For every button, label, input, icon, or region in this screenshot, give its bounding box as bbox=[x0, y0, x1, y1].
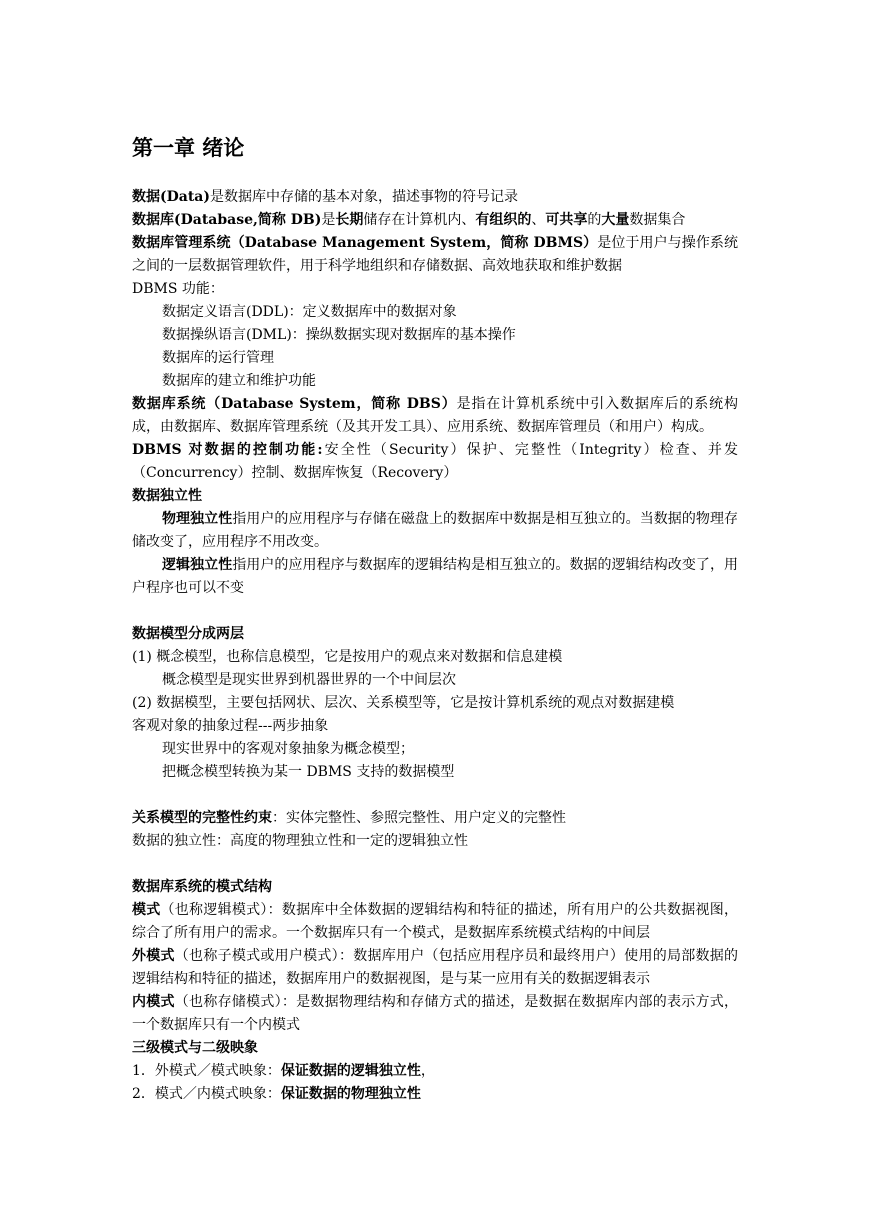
definition-text: （也称逻辑模式）：数据库中全体数据的逻辑结构和特征的描述，所有用户的公共数据视图，综合了所有用户的需求。一个数据库只有一个模式，是数据库系统模式结构的中间层 bbox=[132, 902, 739, 941]
spacer bbox=[132, 784, 738, 807]
dbms-functions-label: DBMS 功能： bbox=[132, 281, 224, 297]
schema-definition bbox=[132, 899, 738, 945]
definition-text: 储存在计算机内、 bbox=[363, 212, 476, 228]
mapping-item bbox=[132, 1083, 738, 1106]
schema-structure-heading: 数据库系统的模式结构 bbox=[132, 879, 272, 895]
term-control: DBMS 对数据的控制功能: bbox=[132, 442, 323, 458]
definition-text: 指用户的应用程序与存储在磁盘上的数据库中数据是相互独立的。当数据的物理存储改变了，应用程序不用改变。 bbox=[132, 511, 738, 550]
definition-text: 数据集合 bbox=[629, 212, 686, 228]
term-data: 数据(Data) bbox=[132, 189, 210, 205]
model-line: (1) 概念模型，也称信息模型，它是按用户的观点来对数据和信息建模 bbox=[132, 649, 563, 665]
data-independence-summary: 数据的独立性：高度的物理独立性和一定的逻辑独立性 bbox=[132, 833, 468, 849]
data-definition bbox=[132, 186, 738, 209]
keyword-organized: 有组织的 bbox=[475, 212, 532, 228]
definition-text: （也称存储模式）：是数据物理结构和存储方式的描述，是数据在数据库内部的表示方式，一个数据库只有一个内模式 bbox=[132, 994, 739, 1033]
model-line: 概念模型是现实世界到机器世界的一个中间层次 bbox=[162, 672, 456, 688]
term-schema: 模式 bbox=[132, 902, 161, 918]
definition-text: ：实体完整性、参照完整性、用户定义的完整性 bbox=[272, 810, 566, 826]
definition-text: 指用户的应用程序与数据库的逻辑结构是相互独立的。数据的逻辑结构改变了，用户程序也可以不变 bbox=[132, 557, 738, 596]
punctuation: ， bbox=[420, 1063, 435, 1079]
keyword-long-term: 长期 bbox=[335, 212, 364, 228]
definition-text: 的 bbox=[587, 212, 602, 228]
term-internal-schema: 内模式 bbox=[132, 994, 175, 1010]
mapping-guarantee: 保证数据的逻辑独立性 bbox=[280, 1063, 421, 1079]
term-dbs: 数据库系统（Database System，简称 DBS） bbox=[132, 396, 457, 412]
chapter-title: 第一章 绪论 bbox=[132, 136, 245, 160]
definition-text: 是指在计算机系统中引入数据库后的系统构成，由数据库、数据库管理系统（及其开发工具）、应用系统、数据库管理员（和用户）构成。 bbox=[132, 396, 739, 435]
dbms-function-item: 数据操纵语言(DML)：操纵数据实现对数据库的基本操作 bbox=[162, 327, 516, 343]
mapping-heading: 三级模式与二级映象 bbox=[132, 1040, 258, 1056]
model-line: 把概念模型转换为某一 DBMS 支持的数据模型 bbox=[162, 764, 455, 780]
model-line: (2) 数据模型，主要包括网状、层次、关系模型等，它是按计算机系统的观点对数据建模 bbox=[132, 695, 675, 711]
definition-text: 是 bbox=[321, 212, 336, 228]
definition-text: 安全性（Security）保护、完整性（Integrity）检查、并发（Concurrency）控制、数据库恢复（Recovery） bbox=[132, 442, 739, 481]
dbms-control-functions bbox=[132, 439, 738, 485]
dbms-function-item: 数据库的运行管理 bbox=[162, 350, 274, 366]
term-external-schema: 外模式 bbox=[132, 948, 175, 964]
model-line: 现实世界中的客观对象抽象为概念模型； bbox=[162, 741, 414, 757]
dbs-definition bbox=[132, 393, 738, 439]
mapping-item bbox=[132, 1060, 738, 1083]
keyword-large: 大量 bbox=[601, 212, 630, 228]
term-database: 数据库(Database,简称 DB) bbox=[132, 212, 322, 228]
integrity-constraints bbox=[132, 807, 738, 830]
mapping-label: 2．模式／内模式映象： bbox=[132, 1086, 281, 1102]
physical-independence bbox=[132, 508, 738, 554]
model-line: 客观对象的抽象过程---两步抽象 bbox=[132, 718, 329, 734]
term-physical-independence: 物理独立性 bbox=[162, 511, 233, 527]
dbms-definition bbox=[132, 232, 738, 278]
database-definition bbox=[132, 209, 738, 232]
external-schema-definition bbox=[132, 945, 738, 991]
term-logical-independence: 逻辑独立性 bbox=[162, 557, 233, 573]
data-model-heading: 数据模型分成两层 bbox=[132, 626, 244, 642]
definition-text: 、 bbox=[531, 212, 546, 228]
mapping-guarantee: 保证数据的物理独立性 bbox=[280, 1086, 421, 1102]
internal-schema-definition bbox=[132, 991, 738, 1037]
dbms-function-item: 数据定义语言(DDL)：定义数据库中的数据对象 bbox=[162, 304, 457, 320]
independence-heading: 数据独立性 bbox=[132, 488, 202, 504]
keyword-shareable: 可共享 bbox=[545, 212, 588, 228]
spacer bbox=[132, 853, 738, 876]
spacer bbox=[132, 600, 738, 623]
document-page bbox=[132, 130, 738, 1106]
logical-independence bbox=[132, 554, 738, 600]
term-dbms: 数据库管理系统（Database Management System，简称 DBMS） bbox=[132, 235, 598, 251]
dbms-function-item: 数据库的建立和维护功能 bbox=[162, 373, 316, 389]
definition-text: 是数据库中存储的基本对象，描述事物的符号记录 bbox=[210, 189, 518, 205]
definition-text: （也称子模式或用户模式）：数据库用户（包括应用程序员和最终用户）使用的局部数据的逻辑结构和特征的描述，数据库用户的数据视图，是与某一应用有关的数据逻辑表示 bbox=[132, 948, 739, 987]
mapping-label: 1．外模式／模式映象： bbox=[132, 1063, 281, 1079]
definition-text: 是位于用户与操作系统之间的一层数据管理软件，用于科学地组织和存储数据、高效地获取和维护数据 bbox=[132, 235, 738, 274]
term-integrity: 关系模型的完整性约束 bbox=[132, 810, 272, 826]
